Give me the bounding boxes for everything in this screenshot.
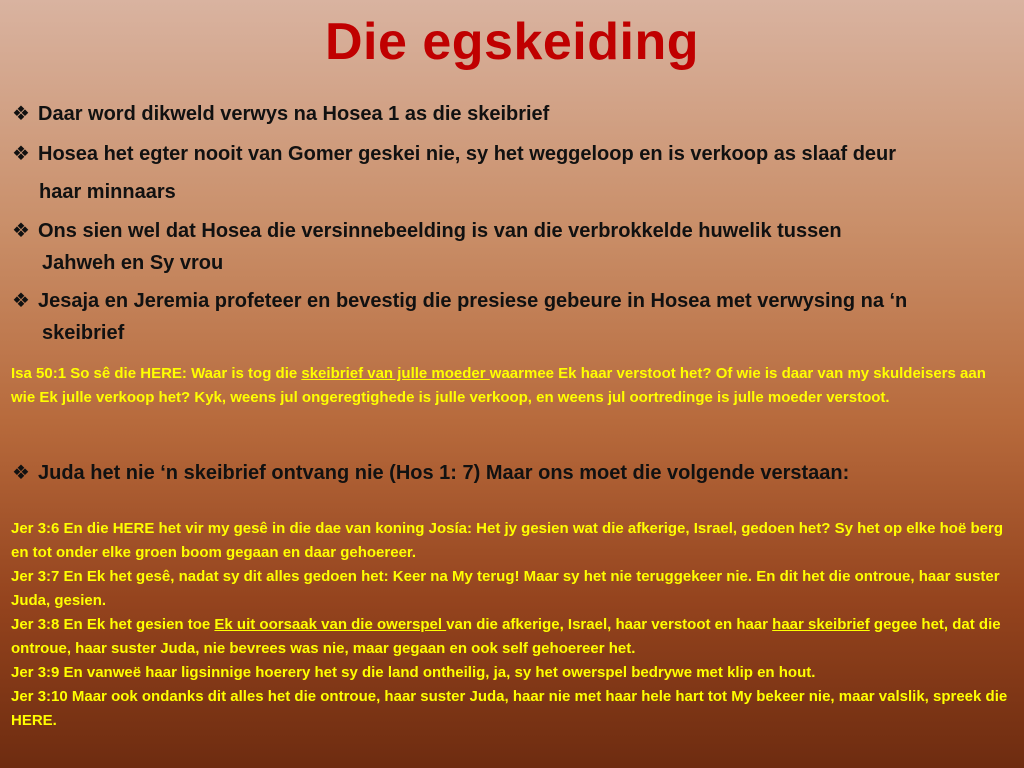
verse-jer-3-6: Jer 3:6 En die HERE het vir my gesê in die dae van koning Josía: Het jy gesien wat die afkerige, Israel, gedoen het? Sy het op elke hoë berg en tot onder elke groen boom gegaan en daar gehoereer. xyxy=(11,520,1003,561)
verse-isa-50-1 xyxy=(11,362,1011,410)
bullet-text-continued: haar minnaars xyxy=(39,181,176,203)
verse-underlined-text: Ek uit oorsaak van die owerspel xyxy=(214,616,447,633)
verse-jer-3-8 xyxy=(11,613,1011,661)
verse-underlined-text: skeibrief van julle moeder xyxy=(301,365,490,382)
verse-text: Jer 3:8 En Ek het gesien toe xyxy=(11,616,215,633)
verse-jer-3-9: Jer 3:9 En vanweë haar ligsinnige hoerery het sy die land ontheilig, ja, sy het owerspel bedrywe met klip en hout. xyxy=(11,664,816,681)
verse-jer-3-7: Jer 3:7 En Ek het gesê, nadat sy dit alles gedoen het: Keer na My terug! Maar sy het nie teruggekeer nie. En dit het die ontroue, haar suster Juda, gesien. xyxy=(11,568,1000,609)
diamond-bullet-icon: ❖ xyxy=(12,462,30,484)
bullet-hosea-skeibrief xyxy=(12,98,549,130)
verse-text: Isa 50:1 So sê die HERE: Waar is tog die xyxy=(11,365,302,382)
verse-underlined-text: haar skeibrief xyxy=(772,616,870,633)
bullet-text-continued: skeibrief xyxy=(42,322,125,344)
diamond-bullet-icon: ❖ xyxy=(12,143,30,165)
diamond-bullet-icon: ❖ xyxy=(12,220,30,242)
bullet-verbrokkelde-huwelik xyxy=(12,215,842,279)
bullet-text: Juda het nie ‘n skeibrief ontvang nie (Hos 1: 7) Maar ons moet die volgende verstaan: xyxy=(38,462,850,484)
bullet-text: Daar word dikweld verwys na Hosea 1 as die skeibrief xyxy=(38,103,550,125)
bullet-jesaja-jeremia xyxy=(12,285,907,349)
bullet-hosea-gomer xyxy=(12,138,896,208)
diamond-bullet-icon: ❖ xyxy=(12,103,30,125)
bullet-text: Ons sien wel dat Hosea die versinnebeelding is van die verbrokkelde huwelik tussen xyxy=(38,220,842,242)
bullet-juda xyxy=(12,457,849,489)
verse-text: gegee het, dat die ontroue, haar suster Juda, nie bevrees was nie, maar gegaan en ook self gehoereer het. xyxy=(11,616,1001,657)
verse-text: waarmee Ek haar verstoot het? Of wie is daar van my skuldeisers aan wie Ek julle verkoop het? Kyk, weens jul ongeregtighede is julle verkoop, en weens jul oortredinge is julle moeder verstoot. xyxy=(11,365,986,406)
verse-jer-3-10: Jer 3:10 Maar ook ondanks dit alles het die ontroue, haar suster Juda, haar nie met haar hele hart tot My bekeer nie, maar valslik, spreek die HERE. xyxy=(11,688,1008,729)
bullet-text: Jesaja en Jeremia profeteer en bevestig die presiese gebeure in Hosea met verwysing na ‘n xyxy=(38,290,908,312)
bullet-text: Hosea het egter nooit van Gomer geskei nie, sy het weggeloop en is verkoop as slaaf deur xyxy=(38,143,897,165)
bullet-text-continued: Jahweh en Sy vrou xyxy=(42,252,224,274)
diamond-bullet-icon: ❖ xyxy=(12,290,30,312)
verses-jeremia-3 xyxy=(11,517,1011,733)
slide-title: Die egskeiding xyxy=(325,13,699,71)
verse-text: van die afkerige, Israel, haar verstoot en haar xyxy=(446,616,773,633)
